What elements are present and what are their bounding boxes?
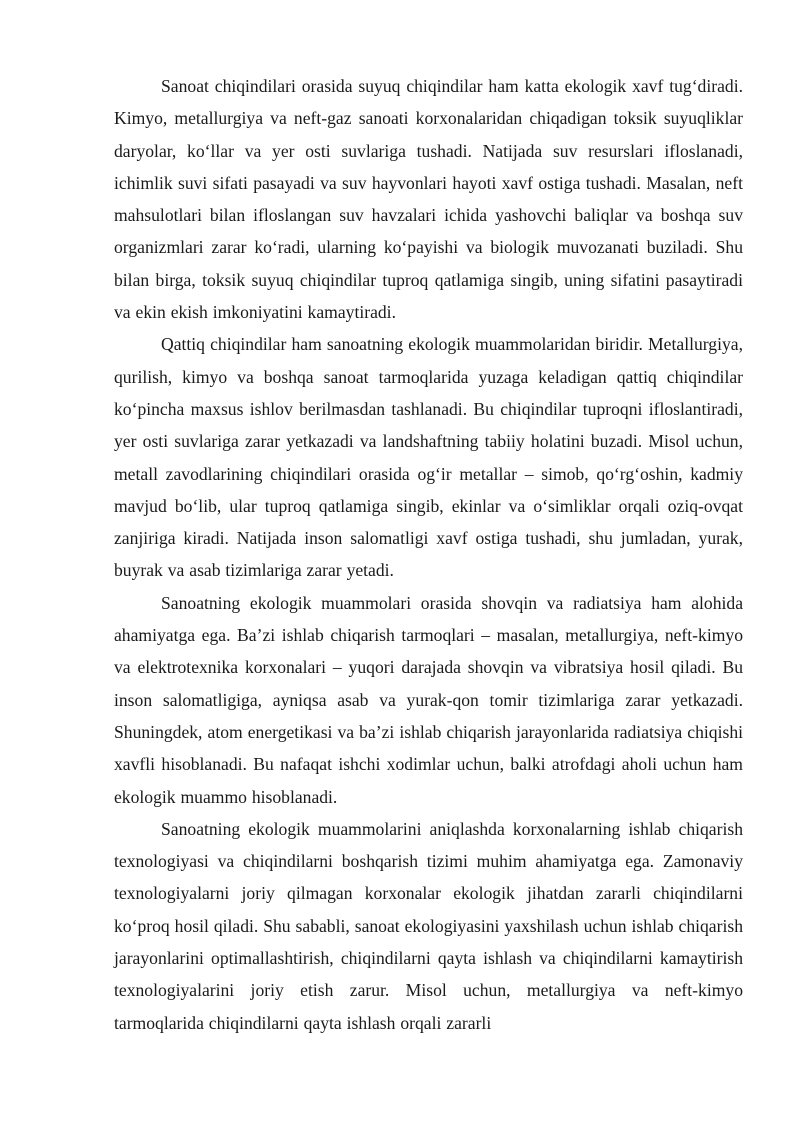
paragraph-liquid-waste: Sanoat chiqindilari orasida suyuq chiqindilar ham katta ekologik xavf tug‘diradi. Kimyo, metallurgiya va neft-gaz sanoati korxonalaridan chiqadigan toksik suyuqliklar daryolar, ko‘llar va yer osti suvlariga tushadi. Natijada suv resurslari ifloslanadi, ichimlik suvi sifati pasayadi va suv hayvonlari hayoti xavf ostiga tushadi. Masalan, neft mahsulotlari bilan ifloslangan suv havzalari ichida yashovchi baliqlar va boshqa suv organizmlari zarar ko‘radi, ularning ko‘payishi va biologik muvozanati buziladi. Shu bilan birga, toksik suyuq chiqindilar tuproq qatlamiga singib, uning sifatini pasaytiradi va ekin ekish imkoniyatini kamaytiradi.: [114, 76, 743, 323]
paragraph-technology-management: Sanoatning ekologik muammolarini aniqlashda korxonalarning ishlab chiqarish texnologiyasi va chiqindilarni boshqarish tizimi muhim ahamiyatga ega. Zamonaviy texnologiyalarni joriy qilmagan korxonalar ekologik jihatdan zararli chiqindilarni ko‘proq hosil qiladi. Shu sababli, sanoat ekologiyasini yaxshilash uchun ishlab chiqarish jarayonlarini optimallashtirish, chiqindilarni qayta ishlash va chiqindilarni kamaytirish texnologiyalarini joriy etish zarur. Misol uchun, metallurgiya va neft-kimyo tarmoqlarida chiqindilarni qayta ishlash orqali zararli: [114, 818, 743, 1033]
paragraph-noise-radiation: Sanoatning ekologik muammolari orasida shovqin va radiatsiya ham alohida ahamiyatga ega. Ba’zi ishlab chiqarish tarmoqlari – masalan, metallurgiya, neft-kimyo va elektrotexnika korxonalari – yuqori darajada shovqin va vibratsiya hosil qiladi. Bu inson salomatligiga, ayniqsa asab va yurak-qon tomir tizimlariga zarar yetkazadi. Shuningdek, atom energetikasi va ba’zi ishlab chiqarish jarayonlarida radiatsiya chiqishi xavfli hisoblanadi. Bu nafaqat ishchi xodimlar uchun, balki atrofdagi aholi uchun ham ekologik muammo hisoblanadi.: [114, 592, 743, 807]
paragraph-solid-waste: Qattiq chiqindilar ham sanoatning ekologik muammolaridan biridir. Metallurgiya, qurilish, kimyo va boshqa sanoat tarmoqlarida yuzaga keladigan qattiq chiqindilar ko‘pincha maxsus ishlov berilmasdan tashlanadi. Bu chiqindilar tuproqni ifloslantiradi, yer osti suvlariga zarar yetkazadi va landshaftning tabiiy holatini buzadi. Misol uchun, metall zavodlarining chiqindilari orasida og‘ir metallar – simob, qo‘rg‘oshin, kadmiy mavjud bo‘lib, ular tuproq qatlamiga singib, ekinlar va o‘simliklar orqali oziq-ovqat zanjiriga kiradi. Natijada inson salomatligi xavf ostiga tushadi, shu jumladan, yurak, buyrak va asab tizimlariga zarar yetadi.: [114, 334, 743, 581]
